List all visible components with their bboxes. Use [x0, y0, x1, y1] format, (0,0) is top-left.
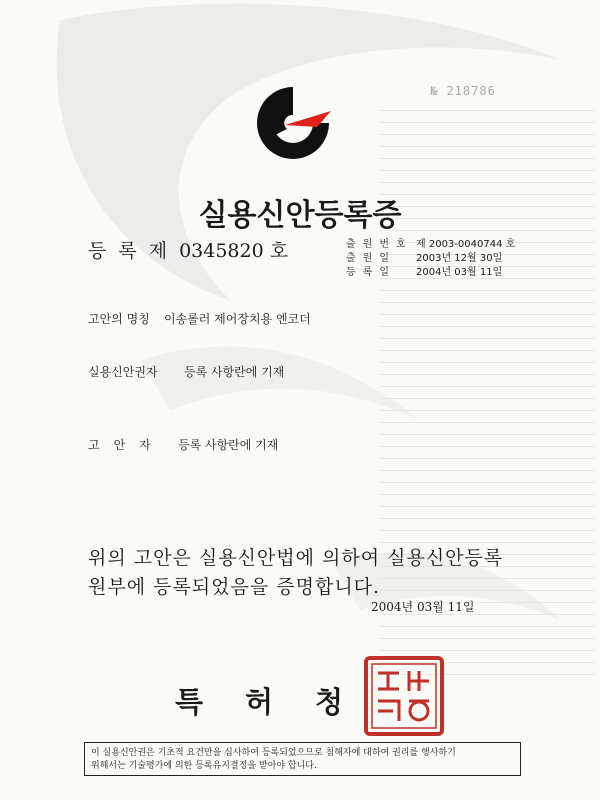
right-holder-label: 실용신안권자: [88, 365, 158, 379]
meta-row: 등록일 2004년 03월 11일: [346, 267, 503, 278]
invention-name-value: 이송롤러 제어장치용 엔코더: [164, 312, 311, 326]
right-holder-value: 등록 사항란에 기재: [184, 365, 285, 379]
issuing-office: 특허청: [175, 685, 386, 719]
meta-row: 출원번호 제 2003-0040744 호: [346, 239, 516, 250]
registration-value: 0345820 호: [179, 240, 289, 262]
right-holder-row: [88, 363, 284, 380]
meta-row: 출원일 2003년 12월 30일: [346, 253, 503, 264]
filing-meta: [346, 238, 515, 280]
registration-label: 등록제: [88, 240, 180, 262]
notice-line-2: 위해서는 기술평가에 의한 등록유지결정을 받아야 합니다.: [91, 761, 317, 771]
official-seal-icon: [363, 655, 445, 737]
statement-line-1: 위의 고안은 실용신안법에 의하여 실용신안등록: [88, 547, 504, 569]
notice-line-1: 이 실용신안권은 기초적 요건만을 심사하여 등록되었으므로 침해자에 대하여 권리를 행사하기: [91, 748, 456, 758]
inventor-label: 고안자: [88, 438, 165, 452]
inventor-row: [88, 436, 278, 453]
certificate-number: № 218786: [430, 84, 496, 98]
certificate-title: 실용신안등록증: [198, 198, 402, 233]
inventor-value: 등록 사항란에 기재: [178, 438, 279, 452]
issue-date: 2004년 03월 11일: [371, 600, 475, 614]
invention-name-label: 고안의 명칭: [88, 312, 150, 326]
invention-name-row: [88, 310, 311, 327]
kipo-logo-icon: [253, 83, 333, 163]
registration-number: [88, 236, 288, 263]
legal-notice-box: [84, 742, 521, 776]
statement-line-2: 원부에 등록되었음을 증명합니다.: [88, 576, 381, 598]
